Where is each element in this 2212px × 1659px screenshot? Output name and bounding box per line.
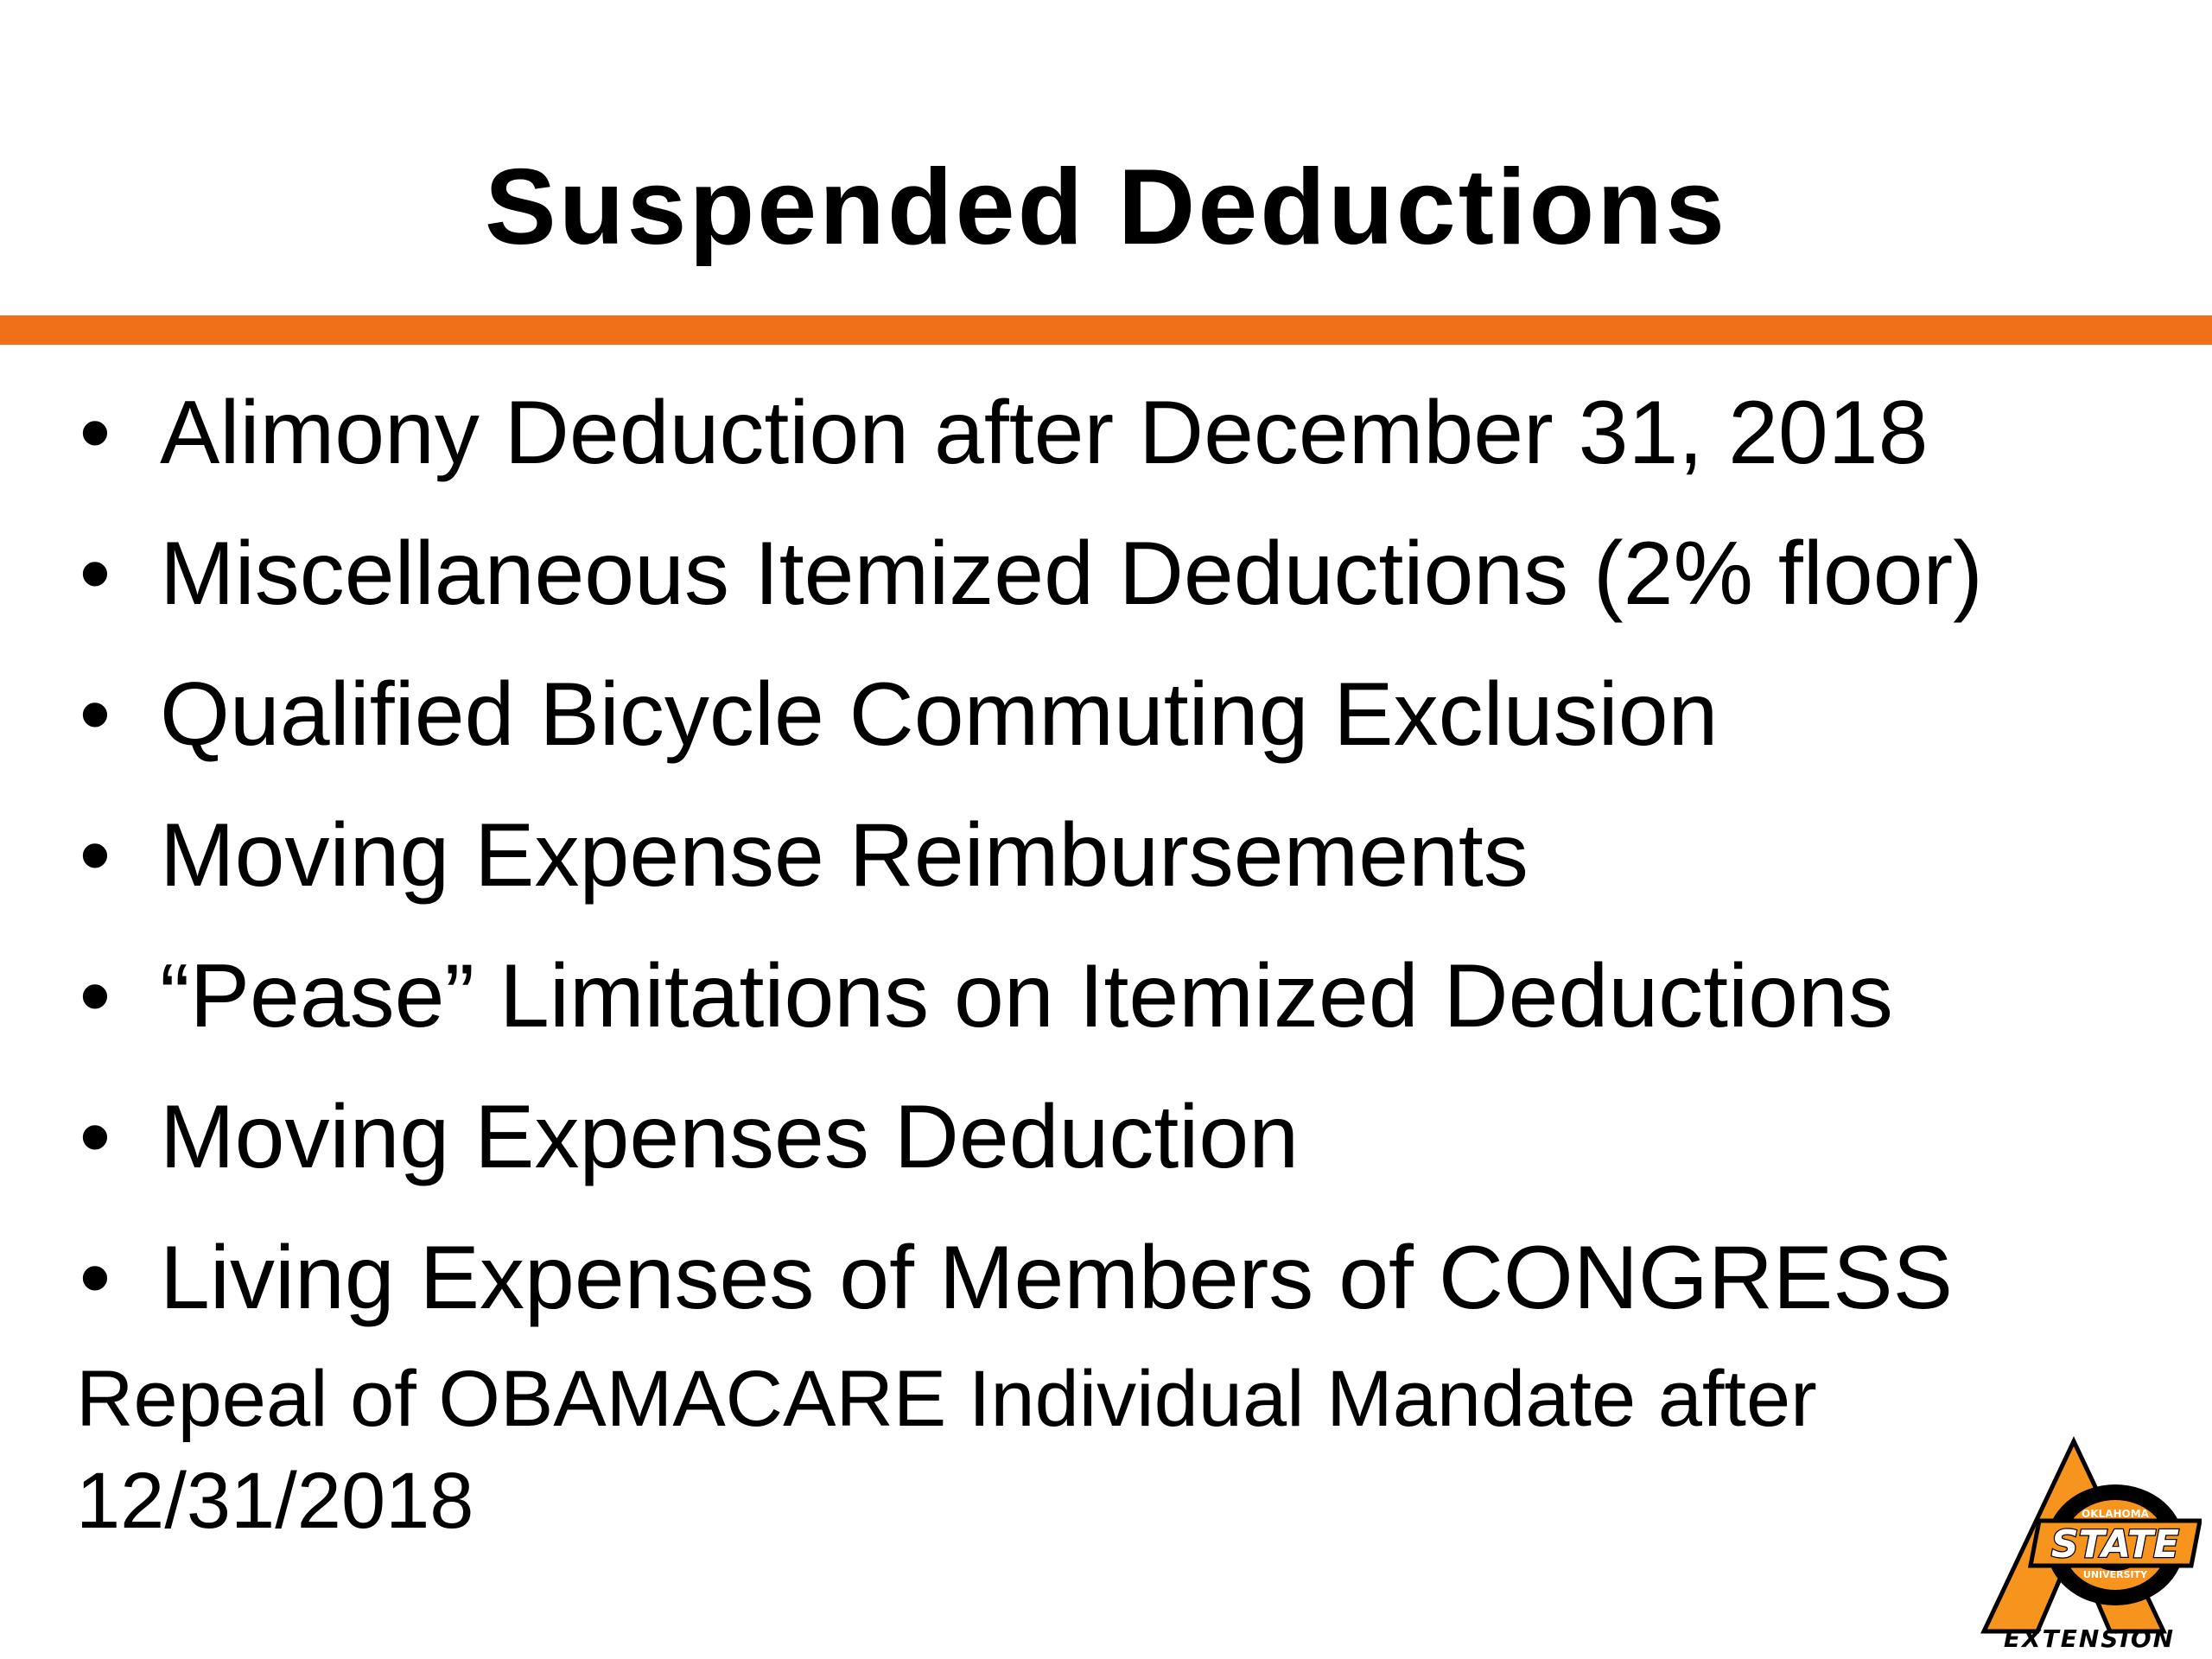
bullet-item (69, 363, 1983, 504)
bullet-dot: • (79, 1087, 111, 1187)
footer-note-line2: 12/31/2018 (76, 1457, 474, 1545)
logo-sub-text: UNIVERSITY (2082, 1569, 2148, 1580)
slide-title: Suspended Deductions (485, 148, 1727, 267)
bullet-text: Qualified Bicycle Commuting Exclusion (160, 664, 1719, 765)
bullet-text: “Pease” Limitations on Itemized Deductions (160, 946, 1893, 1046)
bullet-dot: • (79, 1228, 111, 1328)
logo-top-text: OKLAHOMA (2082, 1508, 2149, 1520)
title-divider (0, 315, 2212, 345)
bullet-item (69, 645, 1983, 785)
bullet-dot: • (79, 946, 111, 1046)
bullet-item (69, 1067, 1983, 1208)
bullet-list (69, 363, 1983, 1349)
bullet-item (69, 785, 1983, 926)
bullet-item (69, 926, 1983, 1067)
bullet-item (69, 504, 1983, 645)
footer-note (76, 1348, 1977, 1552)
bullet-dot: • (79, 664, 111, 765)
bullet-text: Miscellaneous Itemized Deductions (2% floor) (160, 524, 1983, 624)
bullet-text: Living Expenses of Members of CONGRESS (160, 1228, 1954, 1328)
bullet-dot: • (79, 383, 111, 483)
bullet-text: Alimony Deduction after December 31, 2018 (160, 383, 1929, 483)
logo-bottom-text: EXTENSION (2003, 1624, 2176, 1652)
bullet-text: Moving Expenses Deduction (160, 1087, 1300, 1187)
footer-note-line1: Repeal of OBAMACARE Individual Mandate after (76, 1355, 1817, 1443)
bullet-text: Moving Expense Reimbursements (160, 805, 1529, 906)
osu-extension-logo (1977, 1434, 2202, 1652)
bullet-item (69, 1208, 1983, 1349)
logo-main-text: STATE (2050, 1522, 2180, 1567)
bullet-dot: • (79, 524, 111, 624)
bullet-dot: • (79, 805, 111, 906)
